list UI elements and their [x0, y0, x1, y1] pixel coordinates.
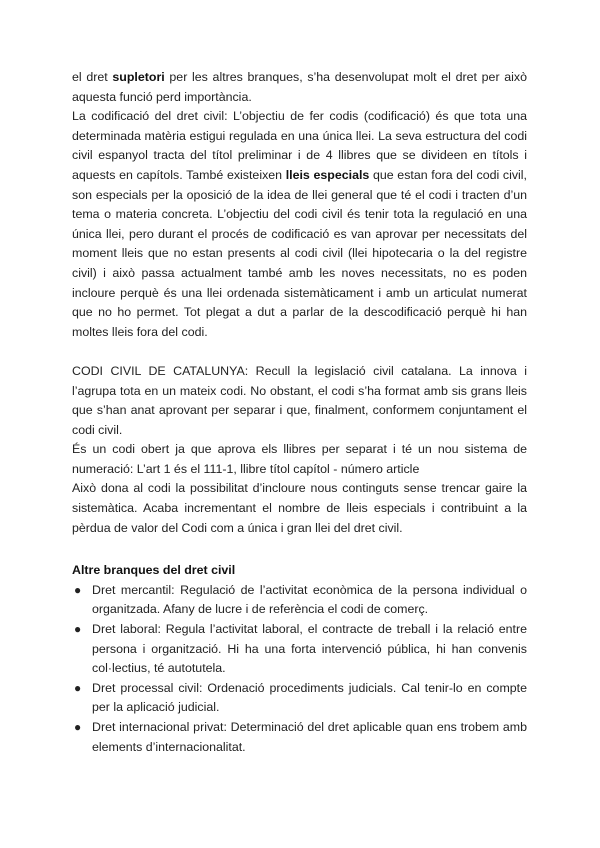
list-item [72, 620, 527, 679]
bullet-icon: ● [74, 622, 82, 637]
list-item [72, 581, 527, 620]
paragraph-possibilitat: Això dona al codi la possibilitat d’incloure nous continguts sense trencar gaire la sistemàtica. Acaba incrementant el nombre de lleis especials i contribuint a la pèrdua de valor del Codi com a única i gran llei del dret civil. [72, 481, 527, 535]
paragraph-codificacio [72, 107, 527, 342]
list-item-text: Dret processal civil: Ordenació procediments judicials. Cal tenir-lo en compte per la aplicació judicial. [92, 680, 527, 715]
paragraph-supletori [72, 68, 527, 107]
paragraph-text: La codificació del dret civil: L’objectiu de fer codis (codificació) és que tota una determinada matèria estigui regulada en una única llei. La seva estructura del codi civil espanyol tracta del títol preliminar i de 4 llibres que se divideen en títols i aquests en capítols. També existeixen [72, 109, 527, 182]
list-item-text: Dret mercantil: Regulació de l’activitat econòmica de la persona individual o organitzada. Afany de lucre i de referència el codi de comerç. [92, 582, 527, 617]
paragraph-text: per les altres branques, s’ha desenvolupat molt el dret per això aquesta funció perd importància. [72, 70, 527, 104]
list-item-text: Dret internacional privat: Determinació del dret aplicable quan ens trobem amb elements d’internacionalitat. [92, 720, 527, 754]
bullet-list [72, 581, 527, 757]
list-item [72, 679, 527, 718]
paragraph-text: que estan fora del codi civil, son especials per la oposició de la idea de llei general que té el codi i tracten d’un tema o materia concreta. L’objectiu del codi civil és tenir tota la regulació en una única llei, pero durant el procés de codificació es van aprovar per necessitats del moment lleis que no estan presents al codi civil (llei hipotecaria o la del registre civil) i això passa actualment també amb les noves necessitats, no es poden incloure perquè és una llei ordenada sistemàticament i amb un articulat numerat que no ho permet. Tot plegat a dut a parlar de la descodificació perquè hi han moltes lleis fora del codi. [72, 167, 527, 339]
paragraph-codi-obert: És un codi obert ja que aprova els llibres per separat i té un nou sistema de numeració: L’art 1 és el 111-1, llibre títol capítol - número article [72, 442, 527, 476]
section-heading: Altre branques del dret civil [72, 563, 236, 578]
list-item [72, 718, 527, 757]
paragraph-codi-civil-catalunya: CODI CIVIL DE CATALUNYA: Recull la legislació civil catalana. La innova i l’agrupa tota en un mateix codi. No obstant, el codi s’ha format amb sis grans lleis que s’han anat aprovant per separar i que, finalment, conformem conjuntament el codi civil. [72, 363, 527, 437]
list-item-text: Dret laboral: Regula l’activitat laboral, el contracte de treball i la relació entre persona i organització. Hi ha una forta intervenció pública, hi han convenis col·lectius, té autotutela. [92, 622, 527, 676]
bold-term-lleis-especials: lleis especials [285, 167, 370, 182]
bullet-icon: ● [74, 582, 82, 597]
paragraph-gap [72, 538, 527, 561]
bullet-icon: ● [74, 680, 82, 695]
bold-term-supletori: supletori [112, 70, 165, 84]
bullet-icon: ● [74, 720, 82, 734]
paragraph-gap [72, 342, 527, 362]
document-body [72, 68, 527, 757]
paragraph-text: el dret [72, 70, 113, 84]
